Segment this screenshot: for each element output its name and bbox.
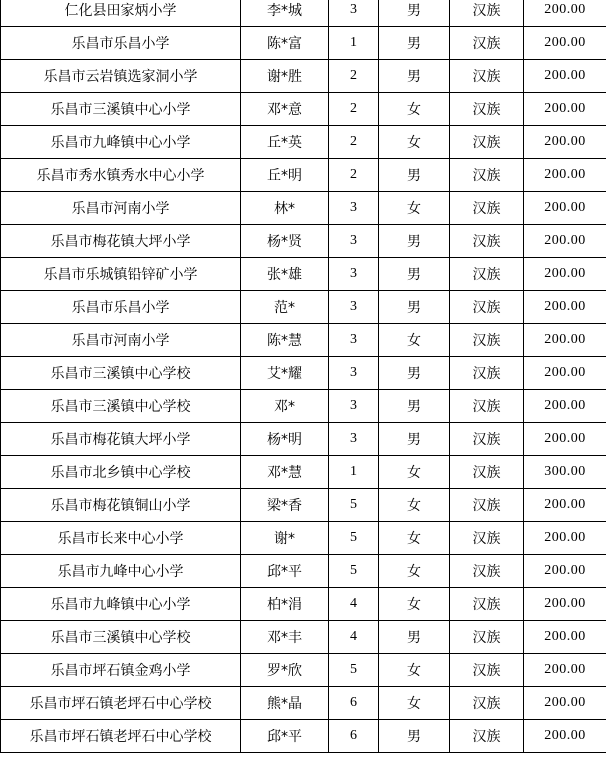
gender-cell[interactable]: 男 (379, 357, 450, 390)
gender-cell[interactable]: 女 (379, 93, 450, 126)
ethnicity-cell[interactable]: 汉族 (450, 126, 524, 159)
school-cell[interactable]: 乐昌市秀水镇秀水中心小学 (1, 159, 241, 192)
grade-cell[interactable]: 2 (329, 60, 379, 93)
grade-cell[interactable]: 2 (329, 93, 379, 126)
amount-cell[interactable]: 200.00 (524, 687, 606, 720)
table-body (1, 0, 606, 753)
school-cell[interactable]: 乐昌市乐昌小学 (1, 27, 241, 60)
ethnicity-cell[interactable]: 汉族 (450, 423, 524, 456)
student-name-cell[interactable]: 李*城 (241, 0, 329, 27)
student-name-cell[interactable]: 丘*明 (241, 159, 329, 192)
ethnicity-cell[interactable]: 汉族 (450, 291, 524, 324)
student-name-cell[interactable]: 林* (241, 192, 329, 225)
ethnicity-cell[interactable]: 汉族 (450, 555, 524, 588)
school-cell[interactable]: 乐昌市九峰镇中心小学 (1, 588, 241, 621)
school-cell[interactable]: 乐昌市乐昌小学 (1, 291, 241, 324)
school-cell[interactable]: 乐昌市坪石镇老坪石中心学校 (1, 687, 241, 720)
ethnicity-cell[interactable]: 汉族 (450, 654, 524, 687)
ethnicity-cell[interactable]: 汉族 (450, 192, 524, 225)
table-row (1, 621, 606, 654)
ethnicity-cell[interactable]: 汉族 (450, 720, 524, 753)
amount-cell[interactable]: 200.00 (524, 423, 606, 456)
ethnicity-cell[interactable]: 汉族 (450, 621, 524, 654)
grade-cell[interactable]: 4 (329, 588, 379, 621)
gender-cell[interactable]: 男 (379, 258, 450, 291)
grade-cell[interactable]: 3 (329, 357, 379, 390)
grade-cell[interactable]: 5 (329, 654, 379, 687)
school-cell[interactable]: 仁化县田家炳小学 (1, 0, 241, 27)
grade-cell[interactable]: 3 (329, 423, 379, 456)
ethnicity-cell[interactable]: 汉族 (450, 0, 524, 27)
grade-cell[interactable]: 2 (329, 159, 379, 192)
school-cell[interactable]: 乐昌市三溪镇中心学校 (1, 390, 241, 423)
amount-cell[interactable]: 200.00 (524, 720, 606, 753)
gender-cell[interactable]: 男 (379, 291, 450, 324)
grade-cell[interactable]: 1 (329, 456, 379, 489)
amount-cell[interactable]: 200.00 (524, 159, 606, 192)
student-name-cell[interactable]: 张*雄 (241, 258, 329, 291)
grade-cell[interactable]: 3 (329, 258, 379, 291)
student-name-cell[interactable]: 陈*慧 (241, 324, 329, 357)
gender-cell[interactable]: 男 (379, 621, 450, 654)
gender-cell[interactable]: 女 (379, 687, 450, 720)
school-cell[interactable]: 乐昌市坪石镇老坪石中心学校 (1, 720, 241, 753)
grade-cell[interactable]: 3 (329, 0, 379, 27)
table-row (1, 291, 606, 324)
grade-cell[interactable]: 3 (329, 324, 379, 357)
student-name-cell[interactable]: 范* (241, 291, 329, 324)
ethnicity-cell[interactable]: 汉族 (450, 93, 524, 126)
gender-cell[interactable]: 男 (379, 27, 450, 60)
gender-cell[interactable]: 女 (379, 588, 450, 621)
gender-cell[interactable]: 女 (379, 555, 450, 588)
amount-cell[interactable]: 200.00 (524, 258, 606, 291)
table-row (1, 522, 606, 555)
grade-cell[interactable]: 3 (329, 225, 379, 258)
grade-cell[interactable]: 3 (329, 192, 379, 225)
school-cell[interactable]: 乐昌市三溪镇中心小学 (1, 93, 241, 126)
student-name-cell[interactable]: 谢* (241, 522, 329, 555)
ethnicity-cell[interactable]: 汉族 (450, 390, 524, 423)
amount-cell[interactable]: 200.00 (524, 390, 606, 423)
amount-cell[interactable]: 200.00 (524, 126, 606, 159)
student-name-cell[interactable]: 梁*香 (241, 489, 329, 522)
ethnicity-cell[interactable]: 汉族 (450, 258, 524, 291)
amount-cell[interactable]: 200.00 (524, 192, 606, 225)
gender-cell[interactable]: 男 (379, 225, 450, 258)
student-name-cell[interactable]: 罗*欣 (241, 654, 329, 687)
school-cell[interactable]: 乐昌市长来中心小学 (1, 522, 241, 555)
grade-cell[interactable]: 1 (329, 27, 379, 60)
amount-cell[interactable]: 300.00 (524, 456, 606, 489)
grade-cell[interactable]: 2 (329, 126, 379, 159)
table-row (1, 258, 606, 291)
amount-cell[interactable]: 200.00 (524, 60, 606, 93)
grade-cell[interactable]: 5 (329, 555, 379, 588)
gender-cell[interactable]: 女 (379, 654, 450, 687)
amount-cell[interactable]: 200.00 (524, 93, 606, 126)
ethnicity-cell[interactable]: 汉族 (450, 159, 524, 192)
amount-cell[interactable]: 200.00 (524, 588, 606, 621)
table-row (1, 225, 606, 258)
amount-cell[interactable]: 200.00 (524, 324, 606, 357)
gender-cell[interactable]: 男 (379, 159, 450, 192)
table-row (1, 126, 606, 159)
grade-cell[interactable]: 4 (329, 621, 379, 654)
student-name-cell[interactable]: 谢*胜 (241, 60, 329, 93)
table-row (1, 390, 606, 423)
student-name-cell[interactable]: 杨*明 (241, 423, 329, 456)
ethnicity-cell[interactable]: 汉族 (450, 225, 524, 258)
table-row (1, 588, 606, 621)
amount-cell[interactable]: 200.00 (524, 357, 606, 390)
amount-cell[interactable]: 200.00 (524, 27, 606, 60)
grade-cell[interactable]: 5 (329, 489, 379, 522)
amount-cell[interactable]: 200.00 (524, 555, 606, 588)
gender-cell[interactable]: 男 (379, 423, 450, 456)
gender-cell[interactable]: 女 (379, 456, 450, 489)
student-name-cell[interactable]: 杨*贤 (241, 225, 329, 258)
amount-cell[interactable]: 200.00 (524, 0, 606, 27)
table-row (1, 324, 606, 357)
table-row (1, 456, 606, 489)
school-cell[interactable]: 乐昌市梅花镇大坪小学 (1, 423, 241, 456)
amount-cell[interactable]: 200.00 (524, 654, 606, 687)
school-cell[interactable]: 乐昌市云岩镇选家洞小学 (1, 60, 241, 93)
ethnicity-cell[interactable]: 汉族 (450, 522, 524, 555)
school-cell[interactable]: 乐昌市三溪镇中心学校 (1, 621, 241, 654)
student-name-cell[interactable]: 邱*平 (241, 555, 329, 588)
gender-cell[interactable]: 男 (379, 720, 450, 753)
student-name-cell[interactable]: 邓* (241, 390, 329, 423)
gender-cell[interactable]: 女 (379, 522, 450, 555)
gender-cell[interactable]: 女 (379, 324, 450, 357)
student-name-cell[interactable]: 邓*丰 (241, 621, 329, 654)
school-cell[interactable]: 乐昌市北乡镇中心学校 (1, 456, 241, 489)
student-name-cell[interactable]: 邓*慧 (241, 456, 329, 489)
ethnicity-cell[interactable]: 汉族 (450, 456, 524, 489)
ethnicity-cell[interactable]: 汉族 (450, 687, 524, 720)
student-name-cell[interactable]: 熊*晶 (241, 687, 329, 720)
amount-cell[interactable]: 200.00 (524, 291, 606, 324)
table-row (1, 60, 606, 93)
table-row (1, 27, 606, 60)
table-row (1, 720, 606, 753)
ethnicity-cell[interactable]: 汉族 (450, 588, 524, 621)
table-row (1, 159, 606, 192)
student-name-cell[interactable]: 陈*富 (241, 27, 329, 60)
amount-cell[interactable]: 200.00 (524, 522, 606, 555)
school-cell[interactable]: 乐昌市三溪镇中心学校 (1, 357, 241, 390)
gender-cell[interactable]: 女 (379, 126, 450, 159)
student-name-cell[interactable]: 丘*英 (241, 126, 329, 159)
amount-cell[interactable]: 200.00 (524, 489, 606, 522)
table-row (1, 93, 606, 126)
school-cell[interactable]: 乐昌市九峰中心小学 (1, 555, 241, 588)
table-row (1, 654, 606, 687)
table-row (1, 687, 606, 720)
student-name-cell[interactable]: 邓*意 (241, 93, 329, 126)
gender-cell[interactable]: 男 (379, 60, 450, 93)
table-row (1, 423, 606, 456)
grade-cell[interactable]: 6 (329, 687, 379, 720)
student-name-cell[interactable]: 柏*涓 (241, 588, 329, 621)
gender-cell[interactable]: 男 (379, 0, 450, 27)
table-row (1, 0, 606, 27)
ethnicity-cell[interactable]: 汉族 (450, 27, 524, 60)
school-cell[interactable]: 乐昌市坪石镇金鸡小学 (1, 654, 241, 687)
gender-cell[interactable]: 女 (379, 192, 450, 225)
school-cell[interactable]: 乐昌市九峰镇中心小学 (1, 126, 241, 159)
school-cell[interactable]: 乐昌市乐城镇铅锌矿小学 (1, 258, 241, 291)
student-name-cell[interactable]: 艾*耀 (241, 357, 329, 390)
grade-cell[interactable]: 6 (329, 720, 379, 753)
table-row (1, 489, 606, 522)
ethnicity-cell[interactable]: 汉族 (450, 489, 524, 522)
grade-cell[interactable]: 3 (329, 390, 379, 423)
grade-cell[interactable]: 5 (329, 522, 379, 555)
gender-cell[interactable]: 女 (379, 489, 450, 522)
table-row (1, 555, 606, 588)
school-cell[interactable]: 乐昌市河南小学 (1, 192, 241, 225)
ethnicity-cell[interactable]: 汉族 (450, 357, 524, 390)
school-cell[interactable]: 乐昌市河南小学 (1, 324, 241, 357)
school-cell[interactable]: 乐昌市梅花镇铜山小学 (1, 489, 241, 522)
gender-cell[interactable]: 男 (379, 390, 450, 423)
ethnicity-cell[interactable]: 汉族 (450, 324, 524, 357)
ethnicity-cell[interactable]: 汉族 (450, 60, 524, 93)
table-row (1, 357, 606, 390)
student-name-cell[interactable]: 邱*平 (241, 720, 329, 753)
grade-cell[interactable]: 3 (329, 291, 379, 324)
amount-cell[interactable]: 200.00 (524, 621, 606, 654)
table-row (1, 192, 606, 225)
amount-cell[interactable]: 200.00 (524, 225, 606, 258)
school-cell[interactable]: 乐昌市梅花镇大坪小学 (1, 225, 241, 258)
